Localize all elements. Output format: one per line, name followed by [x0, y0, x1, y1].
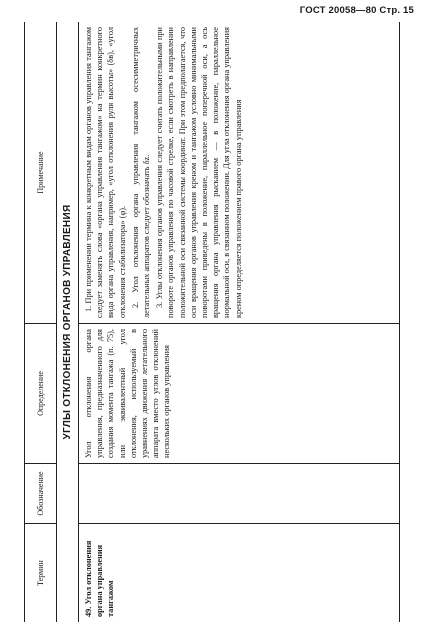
term-number: 49.	[84, 606, 93, 617]
term-cell	[79, 524, 399, 622]
note-paragraph: 2. Угол отклонения органа управления тангажом осесимметричных летательных аппаратов следует обозначать δz.	[130, 27, 152, 318]
section-title: УГЛЫ ОТКЛОНЕНИЯ ОРГАНОВ УПРАВЛЕНИЯ	[57, 22, 79, 622]
page-header: ГОСТ 20058—80 Стр. 15	[299, 5, 414, 16]
column-header-symbol: Обозначение	[25, 464, 57, 524]
note-paragraph: 1. При применении термина к конкретным видам органов управления тангажом следует заменять слова «органа управления тангажом» на термин конкретного вида органа управления, например, «угол отклонения руля высоты» (δв), «угол отклонения стабилизатора» (φ).	[84, 27, 127, 318]
symbol-cell	[79, 464, 399, 524]
definition-cell: Угол отклонения органа управления, предназначенного для создания момента тангажа (п. 75), или эквивалентный угол отклонения, используемый в уравнениях движения летательного аппарата вместо углов отклонений нескольких органов управления	[79, 324, 399, 464]
note-paragraph: 3. Углы отклонения органов управления следует считать положительными при повороте органов управления по часовой стрелке, если смотреть в направлении положительной оси связанной системы координат. При этом предполагается, что оси вращения органов управления креном и тангажом условно минимальными поворотами приведены в положение, параллельное поперечной оси, а ось вращения органа управления рысканием — в положение, параллельное нормальной оси, в связанном положении. Для угла отклонения органа управления креном определяется положением правого органа управления	[155, 27, 243, 318]
term-text: Угол отклонения органа управления тангажом	[84, 540, 116, 617]
column-header-term: Термин	[25, 524, 57, 622]
column-header-definition: Определение	[25, 324, 57, 464]
column-header-note: Примечание	[25, 22, 57, 324]
note-cell	[79, 22, 399, 324]
terms-table	[24, 22, 400, 622]
